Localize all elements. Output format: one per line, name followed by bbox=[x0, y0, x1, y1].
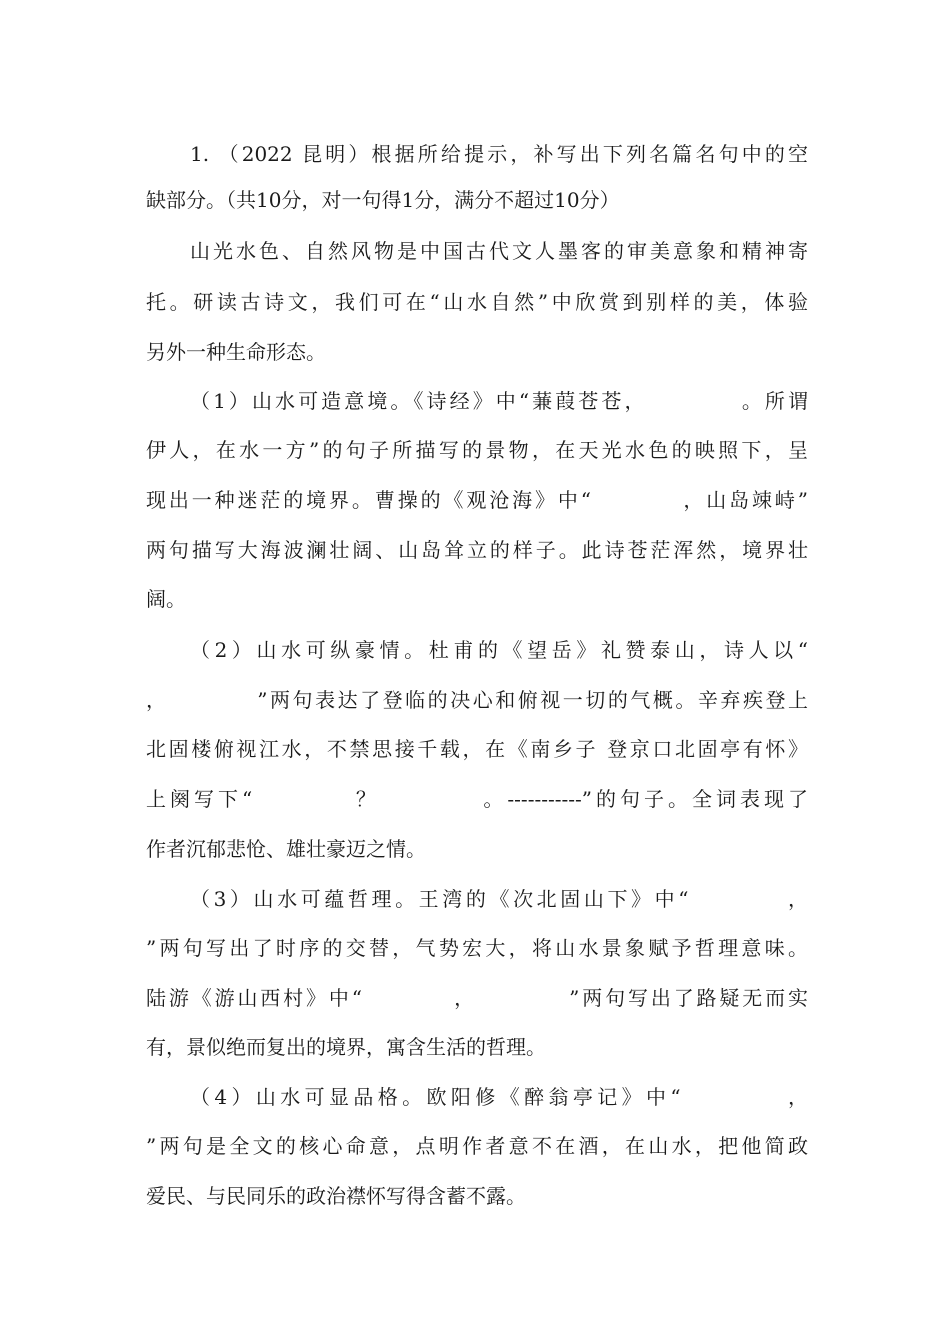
intro-line: 另外一种生命形态。 bbox=[146, 340, 326, 364]
item-1-line: 伊人，在水一方”的句子所描写的景物，在天光水色的映照下，呈 bbox=[146, 438, 808, 462]
item-2-line: ， ”两句表达了登临的决心和俯视一切的气概。辛弃疾登上 bbox=[146, 688, 808, 712]
item-1-line: 现出一种迷茫的境界。曹操的《观沧海》中“ ，山岛竦峙” bbox=[146, 488, 808, 512]
item-2-line: 作者沉郁悲怆、雄壮豪迈之情。 bbox=[146, 837, 426, 861]
item-3-line: 有，景似绝而复出的境界，寓含生活的哲理。 bbox=[146, 1035, 546, 1059]
item-3-line: 陆游《游山西村》中“ ， ”两句写出了路疑无而实 bbox=[146, 986, 808, 1010]
item-1-line: 阔。 bbox=[146, 587, 186, 611]
item-4-line: （4）山水可显品格。欧阳修《醉翁亭记》中“ ， bbox=[190, 1085, 808, 1109]
intro-line: 山光水色、自然风物是中国古代文人墨客的审美意象和精神寄 bbox=[190, 239, 808, 263]
item-1-line: （1）山水可造意境。《诗经》中“蒹葭苍苍， 。所谓 bbox=[190, 389, 808, 413]
item-2-line: 北固楼俯视江水，不禁思接千载，在《南乡子 登京口北固亭有怀》 bbox=[146, 737, 808, 761]
item-2-line: （2）山水可纵豪情。杜甫的《望岳》礼赞泰山，诗人以“ bbox=[190, 638, 808, 662]
item-4-line: ”两句是全文的核心命意，点明作者意不在酒，在山水，把他简政 bbox=[146, 1134, 808, 1158]
item-4-line: 爱民、与民同乐的政治襟怀写得含蓄不露。 bbox=[146, 1184, 526, 1208]
item-2-line: 上阕写下“ ？ 。-----------”的句子。全词表现了 bbox=[146, 787, 808, 811]
question-line: 1. （2022 昆明）根据所给提示，补写出下列名篇名句中的空 bbox=[190, 142, 808, 166]
item-1-line: 两句描写大海波澜壮阔、山岛耸立的样子。此诗苍茫浑然，境界壮 bbox=[146, 538, 808, 562]
item-3-line: ”两句写出了时序的交替，气势宏大，将山水景象赋予哲理意味。 bbox=[146, 936, 808, 960]
item-3-line: （3）山水可蕴哲理。王湾的《次北固山下》中“ ， bbox=[190, 887, 808, 911]
intro-line: 托。研读古诗文，我们可在“山水自然”中欣赏到别样的美，体验 bbox=[146, 290, 808, 314]
question-line: 缺部分。（共10分，对一句得1分，满分不超过10分） bbox=[146, 188, 620, 212]
